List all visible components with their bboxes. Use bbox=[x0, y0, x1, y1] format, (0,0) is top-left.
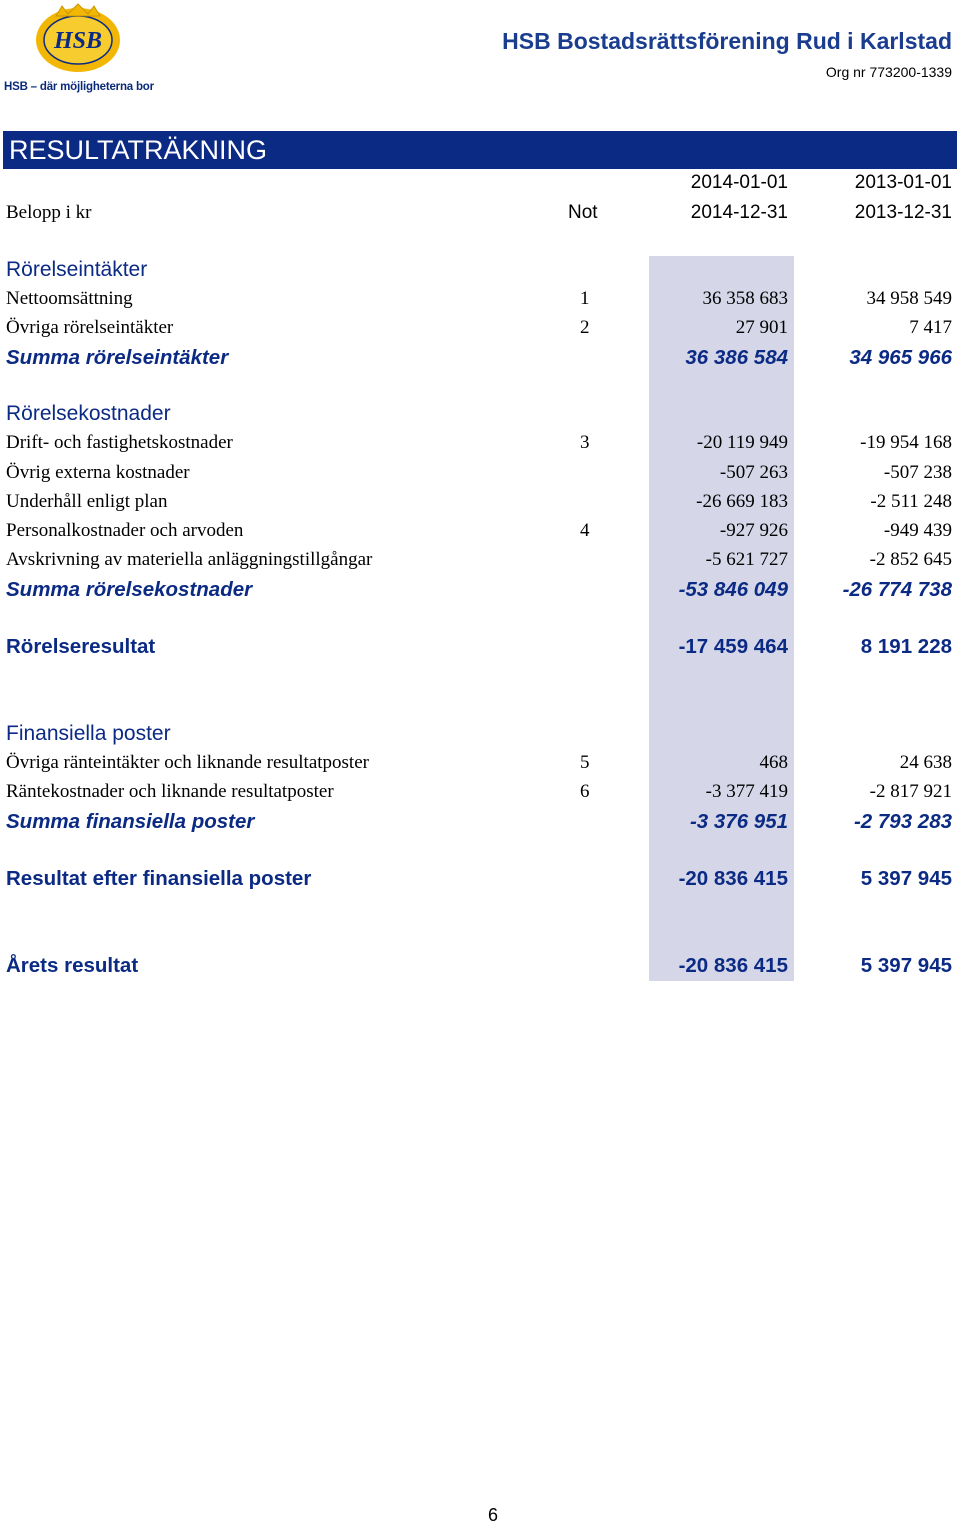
value-2013: 34 965 966 bbox=[849, 346, 952, 369]
page-title: RESULTATRÄKNING bbox=[3, 131, 957, 169]
row-label: Summa rörelsekostnader bbox=[6, 578, 253, 601]
section-heading bbox=[0, 258, 960, 286]
value-2013: -2 793 283 bbox=[853, 810, 952, 833]
value-2014: -5 621 727 bbox=[705, 549, 788, 570]
col2-start-date: 2013-01-01 bbox=[854, 172, 952, 193]
section-heading bbox=[0, 402, 960, 430]
note-number: 4 bbox=[580, 520, 590, 541]
value-2013: -19 954 168 bbox=[860, 432, 952, 453]
row-label: Personalkostnader och arvoden bbox=[6, 520, 244, 541]
row-label: Finansiella poster bbox=[6, 722, 171, 745]
row-label: Övriga ränteintäkter och liknande resultatposter bbox=[6, 752, 369, 773]
note-number: 5 bbox=[580, 752, 590, 773]
total-row bbox=[0, 635, 960, 663]
line-item-row bbox=[0, 520, 960, 548]
value-2013: 34 958 549 bbox=[866, 288, 952, 309]
value-2014: -3 376 951 bbox=[689, 810, 788, 833]
line-item-row bbox=[0, 752, 960, 780]
not-column-label: Not bbox=[568, 202, 598, 223]
value-2014: -53 846 049 bbox=[678, 578, 788, 601]
logo-text: HSB bbox=[53, 28, 103, 54]
row-label: Avskrivning av materiella anläggningstillgångar bbox=[6, 549, 373, 570]
value-2014: 36 358 683 bbox=[702, 288, 788, 309]
total-row bbox=[0, 954, 960, 982]
hsb-crest-icon bbox=[32, 2, 124, 74]
value-2013: -2 852 645 bbox=[869, 549, 952, 570]
value-2013: -2 511 248 bbox=[870, 491, 952, 512]
value-2014: 468 bbox=[759, 752, 788, 773]
value-2013: 24 638 bbox=[899, 752, 952, 773]
value-2013: 7 417 bbox=[909, 317, 952, 338]
section-heading bbox=[0, 722, 960, 750]
row-label: Drift- och fastighetskostnader bbox=[6, 432, 233, 453]
row-label: Rörelseintäkter bbox=[6, 258, 148, 281]
col2-end-date: 2013-12-31 bbox=[854, 202, 952, 223]
row-label: Övriga rörelseintäkter bbox=[6, 317, 174, 338]
logo-tagline: HSB – där möjligheterna bor bbox=[4, 81, 154, 93]
value-2014: 36 386 584 bbox=[685, 346, 788, 369]
total-row bbox=[0, 810, 960, 838]
value-2014: -927 926 bbox=[719, 520, 788, 541]
value-2014: -20 836 415 bbox=[678, 954, 788, 977]
value-2014: -507 263 bbox=[719, 462, 788, 483]
line-item-row bbox=[0, 549, 960, 577]
value-2013: 5 397 945 bbox=[860, 867, 952, 890]
row-label: Underhåll enligt plan bbox=[6, 491, 168, 512]
value-2013: 5 397 945 bbox=[860, 954, 952, 977]
row-label: Rörelsekostnader bbox=[6, 402, 171, 425]
total-row bbox=[0, 578, 960, 606]
line-item-row bbox=[0, 491, 960, 519]
value-2014: -20 836 415 bbox=[678, 867, 788, 890]
row-label: Nettoomsättning bbox=[6, 288, 133, 309]
value-2014: -3 377 419 bbox=[705, 781, 788, 802]
value-2014: -20 119 949 bbox=[696, 432, 788, 453]
line-item-row bbox=[0, 462, 960, 490]
value-2013: -949 439 bbox=[883, 520, 952, 541]
value-2014: -17 459 464 bbox=[678, 635, 788, 658]
row-label: Summa finansiella poster bbox=[6, 810, 255, 833]
row-label: Rörelseresultat bbox=[6, 635, 156, 658]
line-item-row bbox=[0, 317, 960, 345]
amount-unit-label: Belopp i kr bbox=[6, 202, 92, 223]
row-label: Summa rörelseintäkter bbox=[6, 346, 229, 369]
org-name: HSB Bostadsrättsförening Rud i Karlstad bbox=[502, 28, 952, 54]
value-2014: 27 901 bbox=[735, 317, 788, 338]
line-item-row bbox=[0, 781, 960, 809]
note-number: 1 bbox=[580, 288, 590, 309]
org-number: Org nr 773200-1339 bbox=[825, 64, 952, 80]
value-2014: -26 669 183 bbox=[696, 491, 788, 512]
line-item-row bbox=[0, 288, 960, 316]
value-2013: -2 817 921 bbox=[869, 781, 952, 802]
col1-start-date: 2014-01-01 bbox=[690, 172, 788, 193]
note-number: 2 bbox=[580, 317, 590, 338]
value-2013: -507 238 bbox=[883, 462, 952, 483]
row-label: Resultat efter finansiella poster bbox=[6, 867, 312, 890]
value-2013: 8 191 228 bbox=[860, 635, 952, 658]
line-item-row bbox=[0, 432, 960, 460]
column-header-row-2 bbox=[0, 202, 960, 230]
column-header-row-1 bbox=[0, 172, 960, 200]
row-label: Årets resultat bbox=[6, 954, 139, 977]
total-row bbox=[0, 867, 960, 895]
note-number: 3 bbox=[580, 432, 590, 453]
total-row bbox=[0, 346, 960, 374]
hsb-logo bbox=[4, 2, 154, 98]
note-number: 6 bbox=[580, 781, 590, 802]
row-label: Räntekostnader och liknande resultatposter bbox=[6, 781, 334, 802]
col1-end-date: 2014-12-31 bbox=[690, 202, 788, 223]
value-2013: -26 774 738 bbox=[842, 578, 952, 601]
row-label: Övrig externa kostnader bbox=[6, 462, 190, 483]
page-number: 6 bbox=[488, 1505, 499, 1525]
